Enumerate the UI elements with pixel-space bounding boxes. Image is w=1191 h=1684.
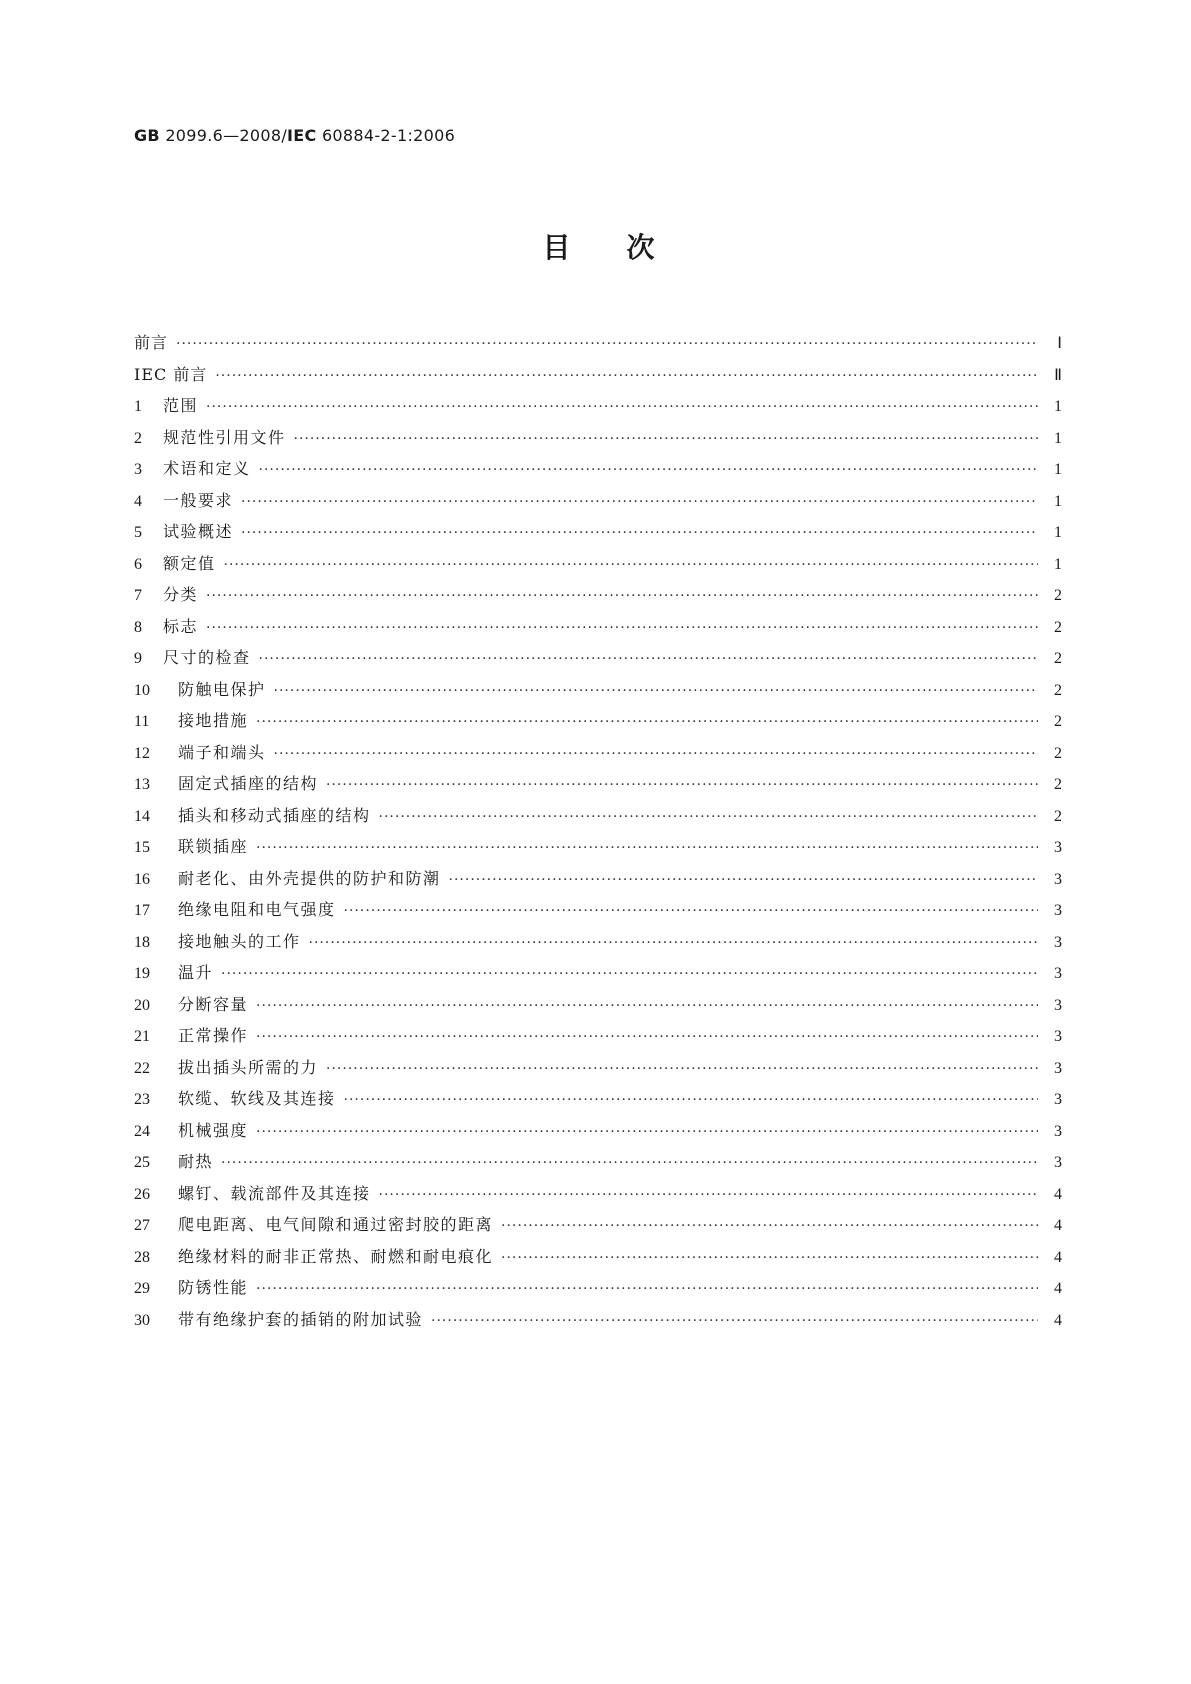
- toc-entry-number: 2: [134, 429, 142, 447]
- toc-entry-number: 6: [134, 555, 142, 573]
- toc-entry-title: IEC 前言: [134, 364, 208, 384]
- toc-entry[interactable]: [134, 390, 1062, 422]
- toc-dot-leader: [256, 1274, 1038, 1306]
- toc-entry-number: 5: [134, 524, 142, 541]
- toc-entry-number: 12: [134, 744, 150, 762]
- toc-dot-leader: [344, 896, 1038, 928]
- toc-entry-page: 3: [1054, 870, 1062, 888]
- toc-entry-title: 接地触头的工作: [178, 931, 301, 951]
- toc-entry-page: 1: [1054, 461, 1062, 478]
- toc-entry-title: 规范性引用文件: [163, 427, 286, 447]
- toc-dot-leader: [259, 644, 1038, 676]
- toc-entry-title: 绝缘材料的耐非正常热、耐燃和耐电痕化: [178, 1246, 494, 1266]
- iec-code-prefix: IEC: [287, 126, 317, 145]
- toc-entry[interactable]: [134, 1115, 1062, 1147]
- toc-entry[interactable]: [134, 1052, 1062, 1084]
- page-title: 目次: [542, 231, 711, 264]
- toc-entry-number: 23: [134, 1091, 150, 1108]
- toc-entry[interactable]: [134, 831, 1062, 863]
- toc-entry-number: 14: [134, 807, 150, 825]
- toc-entry[interactable]: [134, 768, 1062, 800]
- toc-entry-number: 25: [134, 1154, 150, 1171]
- toc-entry-title: 带有绝缘护套的插销的附加试验: [178, 1309, 424, 1329]
- toc-entry-page: 3: [1054, 965, 1062, 982]
- toc-dot-leader: [256, 1022, 1038, 1054]
- standard-code-prefix: GB: [134, 126, 160, 145]
- toc-dot-leader: [206, 392, 1038, 424]
- toc-entry[interactable]: [134, 1083, 1062, 1115]
- toc-dot-leader: [274, 676, 1038, 708]
- toc-entry-title: 正常操作: [178, 1026, 249, 1045]
- toc-entry-title: 爬电距离、电气间隙和通过密封胶的距离: [178, 1215, 494, 1234]
- toc-entry-page: 2: [1054, 650, 1062, 667]
- toc-dot-leader: [241, 518, 1038, 550]
- toc-dot-leader: [206, 613, 1038, 645]
- toc-entry-number: 24: [134, 1122, 150, 1140]
- toc-dot-leader: [256, 991, 1038, 1023]
- toc-entry[interactable]: [134, 926, 1062, 958]
- toc-entry-title: 端子和端头: [178, 742, 266, 762]
- toc-entry-number: 27: [134, 1217, 150, 1234]
- toc-entry-number: 15: [134, 839, 150, 856]
- toc-dot-leader: [501, 1211, 1038, 1243]
- toc-entry-number: 11: [134, 713, 150, 730]
- toc-dot-leader: [326, 770, 1038, 802]
- toc-dot-leader: [309, 928, 1038, 960]
- toc-entry[interactable]: [134, 516, 1062, 548]
- toc-dot-leader: [326, 1054, 1038, 1086]
- iec-code-number: 60884-2-1:2006: [316, 126, 456, 145]
- toc-entry-title: 尺寸的检查: [163, 648, 251, 667]
- toc-entry-title: 联锁插座: [178, 837, 249, 856]
- toc-dot-leader: [294, 424, 1038, 456]
- toc-entry-number: 9: [134, 650, 142, 667]
- toc-entry[interactable]: [134, 957, 1062, 989]
- toc-entry[interactable]: [134, 863, 1062, 895]
- toc-entry-title: 固定式插座的结构: [178, 774, 319, 793]
- toc-entry-title: 分断容量: [178, 994, 249, 1014]
- toc-dot-leader: [431, 1306, 1038, 1338]
- toc-entry-number: 16: [134, 870, 150, 888]
- toc-entry-title: 防锈性能: [178, 1278, 249, 1297]
- toc-entry[interactable]: [134, 1304, 1062, 1336]
- toc-entry[interactable]: [134, 611, 1062, 643]
- toc-entry[interactable]: [134, 1178, 1062, 1210]
- toc-entry-page: 4: [1054, 1185, 1062, 1203]
- toc-entry-title: 软缆、软线及其连接: [178, 1089, 336, 1108]
- toc-entry-title: 温升: [178, 963, 214, 982]
- toc-entry-number: 7: [134, 587, 142, 604]
- toc-entry[interactable]: [134, 1272, 1062, 1304]
- toc-entry-title: 前言: [134, 333, 169, 352]
- toc-entry-page: 2: [1054, 681, 1062, 699]
- toc-entry-page: 3: [1054, 1028, 1062, 1045]
- toc-entry-page: 3: [1054, 902, 1062, 919]
- toc-entry[interactable]: [134, 359, 1062, 391]
- toc-entry-page: 1: [1054, 429, 1062, 447]
- toc-entry[interactable]: [134, 579, 1062, 611]
- toc-entry-number: 4: [134, 492, 142, 510]
- toc-entry-page: 3: [1054, 1059, 1062, 1077]
- toc-entry-page: 2: [1054, 744, 1062, 762]
- toc-entry-number: 20: [134, 996, 150, 1014]
- toc-dot-leader: [224, 550, 1038, 582]
- toc-entry-title: 范围: [163, 396, 199, 415]
- toc-entry-number: 19: [134, 965, 150, 982]
- toc-entry[interactable]: [134, 453, 1062, 485]
- toc-entry-title: 试验概述: [163, 522, 234, 541]
- toc-entry-title: 耐热: [178, 1152, 214, 1171]
- toc-entry-number: 26: [134, 1185, 150, 1203]
- toc-entry[interactable]: [134, 642, 1062, 674]
- toc-dot-leader: [344, 1085, 1038, 1117]
- toc-entry[interactable]: [134, 737, 1062, 769]
- table-of-contents: [134, 327, 1062, 1335]
- toc-entry-page: 1: [1054, 492, 1062, 510]
- toc-entry-number: 21: [134, 1028, 150, 1045]
- toc-dot-leader: [176, 329, 1038, 361]
- toc-entry-number: 29: [134, 1280, 150, 1297]
- toc-entry-page: 3: [1054, 839, 1062, 856]
- toc-entry-page: 2: [1054, 776, 1062, 793]
- toc-dot-leader: [501, 1243, 1038, 1275]
- toc-entry-number: 28: [134, 1248, 150, 1266]
- toc-entry-number: 1: [134, 398, 142, 415]
- toc-dot-leader: [241, 487, 1038, 519]
- toc-entry[interactable]: [134, 327, 1062, 359]
- toc-entry-page: 1: [1054, 398, 1062, 415]
- toc-entry[interactable]: [134, 1209, 1062, 1241]
- toc-entry-title: 术语和定义: [163, 459, 251, 478]
- toc-entry-title: 接地措施: [178, 711, 249, 730]
- toc-entry[interactable]: [134, 485, 1062, 517]
- toc-entry-page: 2: [1054, 807, 1062, 825]
- toc-entry[interactable]: [134, 422, 1062, 454]
- toc-entry-title: 绝缘电阻和电气强度: [178, 900, 336, 919]
- toc-dot-leader: [449, 865, 1038, 897]
- toc-entry-title: 分类: [163, 585, 199, 604]
- toc-entry[interactable]: [134, 800, 1062, 832]
- toc-entry-page: 4: [1054, 1217, 1062, 1234]
- toc-entry-page: 3: [1054, 1091, 1062, 1108]
- toc-dot-leader: [206, 581, 1038, 613]
- toc-entry-title: 一般要求: [163, 490, 234, 510]
- toc-entry-page: 3: [1054, 1122, 1062, 1140]
- toc-dot-leader: [221, 1148, 1038, 1180]
- toc-entry-title: 螺钉、载流部件及其连接: [178, 1183, 371, 1203]
- toc-entry-title: 防触电保护: [178, 679, 266, 699]
- toc-entry[interactable]: [134, 674, 1062, 706]
- toc-entry-page: Ⅱ: [1054, 366, 1062, 384]
- toc-dot-leader: [256, 707, 1038, 739]
- toc-dot-leader: [215, 361, 1038, 393]
- standard-code: [134, 126, 455, 145]
- toc-entry[interactable]: [134, 1146, 1062, 1178]
- toc-entry-page: Ⅰ: [1057, 335, 1062, 352]
- toc-entry[interactable]: [134, 894, 1062, 926]
- toc-entry-number: 30: [134, 1311, 150, 1329]
- toc-entry-title: 插头和移动式插座的结构: [178, 805, 371, 825]
- toc-entry-title: 机械强度: [178, 1120, 249, 1140]
- toc-entry-page: 3: [1054, 1154, 1062, 1171]
- toc-entry-number: 10: [134, 681, 150, 699]
- toc-entry-title: 耐老化、由外壳提供的防护和防潮: [178, 868, 441, 888]
- toc-dot-leader: [256, 1117, 1038, 1149]
- toc-dot-leader: [274, 739, 1038, 771]
- toc-dot-leader: [221, 959, 1038, 991]
- standard-code-number: 2099.6—2008/: [159, 126, 288, 145]
- toc-entry-page: 2: [1054, 587, 1062, 604]
- toc-dot-leader: [379, 1180, 1038, 1212]
- toc-entry[interactable]: [134, 1241, 1062, 1273]
- toc-entry-title: 拔出插头所需的力: [178, 1057, 319, 1077]
- toc-entry-page: 2: [1054, 618, 1062, 636]
- toc-entry-number: 3: [134, 461, 142, 478]
- toc-entry-page: 3: [1054, 933, 1062, 951]
- toc-entry-number: 13: [134, 776, 150, 793]
- toc-entry[interactable]: [134, 989, 1062, 1021]
- toc-entry[interactable]: [134, 705, 1062, 737]
- toc-entry-number: 8: [134, 618, 142, 636]
- toc-entry-page: 3: [1054, 996, 1062, 1014]
- toc-dot-leader: [256, 833, 1038, 865]
- toc-entry-page: 4: [1054, 1311, 1062, 1329]
- toc-entry-number: 17: [134, 902, 150, 919]
- toc-dot-leader: [379, 802, 1038, 834]
- toc-entry-title: 标志: [163, 616, 199, 636]
- toc-entry[interactable]: [134, 548, 1062, 580]
- toc-entry-page: 1: [1054, 555, 1062, 573]
- toc-entry-page: 2: [1054, 713, 1062, 730]
- toc-entry-page: 1: [1054, 524, 1062, 541]
- toc-entry-page: 4: [1054, 1248, 1062, 1266]
- toc-dot-leader: [259, 455, 1038, 487]
- toc-entry-number: 18: [134, 933, 150, 951]
- toc-entry[interactable]: [134, 1020, 1062, 1052]
- toc-entry-page: 4: [1054, 1280, 1062, 1297]
- toc-entry-title: 额定值: [163, 553, 216, 573]
- toc-entry-number: 22: [134, 1059, 150, 1077]
